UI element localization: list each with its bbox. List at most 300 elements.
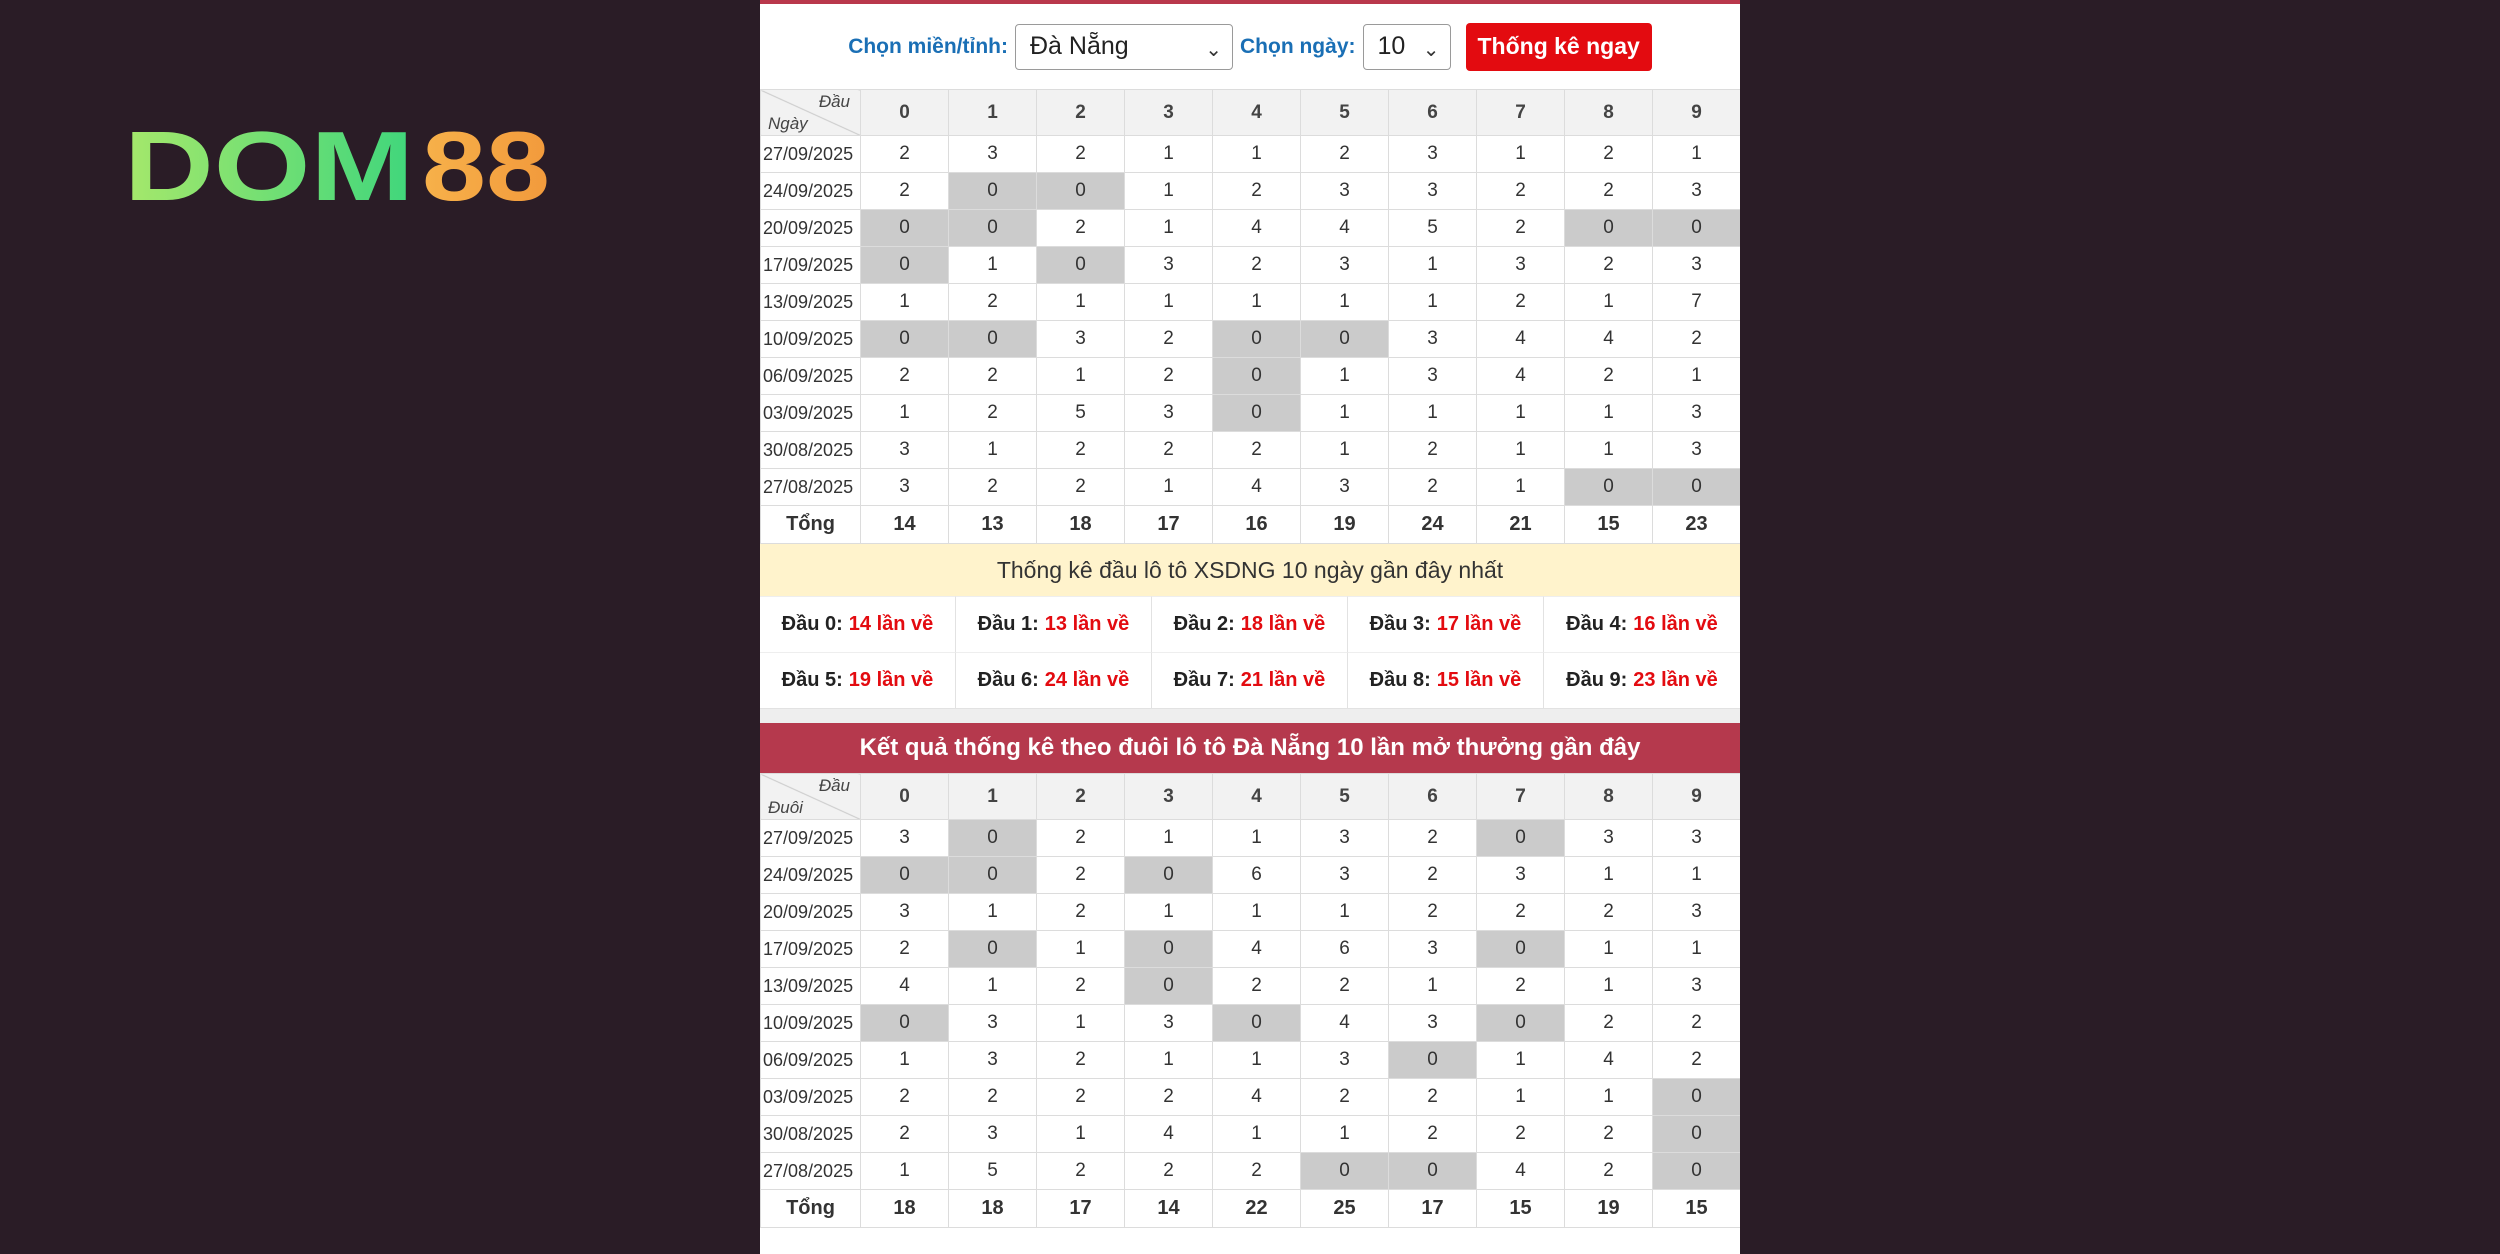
- column-header: 9: [1653, 774, 1741, 820]
- summary-item-value: 15 lần về: [1436, 669, 1522, 691]
- row-date: 10/09/2025: [761, 321, 861, 358]
- count-cell: 2: [1301, 968, 1389, 1005]
- total-cell: 25: [1301, 1190, 1389, 1228]
- count-cell: 3: [1301, 820, 1389, 857]
- count-cell: 1: [1301, 284, 1389, 321]
- count-cell: 1: [1565, 1079, 1653, 1116]
- count-cell: 2: [1565, 894, 1653, 931]
- count-cell: 3: [1389, 173, 1477, 210]
- column-header: 7: [1477, 90, 1565, 136]
- count-cell: 0: [1213, 321, 1301, 358]
- total-cell: 17: [1037, 1190, 1125, 1228]
- count-cell: 3: [1653, 432, 1741, 469]
- chevron-down-icon: ⌄: [1422, 38, 1440, 61]
- table-row: [761, 210, 1741, 247]
- filter-bar: [760, 4, 1740, 89]
- table-row: [761, 820, 1741, 857]
- summary-grid: [760, 596, 1740, 709]
- province-select-value: Đà Nẵng: [1030, 32, 1129, 60]
- count-cell: 2: [1037, 469, 1125, 506]
- total-cell: 13: [949, 506, 1037, 544]
- total-cell: 19: [1565, 1190, 1653, 1228]
- count-cell: 2: [1125, 1153, 1213, 1190]
- row-date: 03/09/2025: [761, 1079, 861, 1116]
- count-cell: 2: [1125, 1079, 1213, 1116]
- count-cell: 3: [1653, 395, 1741, 432]
- count-cell: 3: [861, 469, 949, 506]
- summary-item-head: Đầu 2:: [1173, 613, 1235, 635]
- count-cell: 0: [861, 321, 949, 358]
- count-cell: 1: [1477, 1079, 1565, 1116]
- table-corner-cell: [761, 90, 861, 136]
- count-cell: 1: [1037, 358, 1125, 395]
- count-cell: 3: [1301, 857, 1389, 894]
- logo-text-right: 88: [422, 122, 550, 206]
- count-cell: 1: [1037, 931, 1125, 968]
- count-cell: 1: [861, 395, 949, 432]
- count-cell: 2: [1213, 1153, 1301, 1190]
- total-row: [761, 506, 1741, 544]
- count-cell: 2: [861, 931, 949, 968]
- count-cell: 2: [1477, 968, 1565, 1005]
- count-cell: 1: [1125, 210, 1213, 247]
- row-date: 06/09/2025: [761, 1042, 861, 1079]
- count-cell: 1: [1565, 968, 1653, 1005]
- count-cell: 2: [1565, 1153, 1653, 1190]
- count-cell: 1: [1653, 931, 1741, 968]
- total-cell: 18: [1037, 506, 1125, 544]
- count-cell: 3: [1389, 1005, 1477, 1042]
- count-cell: 2: [949, 469, 1037, 506]
- summary-item: [1348, 596, 1544, 652]
- row-date: 24/09/2025: [761, 857, 861, 894]
- summary-item: [956, 652, 1152, 708]
- count-cell: 5: [1389, 210, 1477, 247]
- province-select[interactable]: [1015, 24, 1233, 70]
- summary-item-head: Đầu 0:: [781, 613, 843, 635]
- summary-item-value: 21 lần về: [1240, 669, 1326, 691]
- brand-logo-graphic: [124, 122, 564, 206]
- count-cell: 1: [1301, 1116, 1389, 1153]
- column-header: 7: [1477, 774, 1565, 820]
- count-cell: 2: [1389, 432, 1477, 469]
- count-cell: 0: [861, 1005, 949, 1042]
- count-cell: 0: [1477, 1005, 1565, 1042]
- column-header: 2: [1037, 774, 1125, 820]
- count-cell: 0: [861, 210, 949, 247]
- logo-text-left: DOM: [124, 122, 414, 206]
- count-cell: 0: [949, 820, 1037, 857]
- count-cell: 3: [1653, 968, 1741, 1005]
- total-cell: 17: [1125, 506, 1213, 544]
- count-cell: 6: [1301, 931, 1389, 968]
- total-cell: 22: [1213, 1190, 1301, 1228]
- count-cell: 3: [1389, 321, 1477, 358]
- count-cell: 1: [1125, 173, 1213, 210]
- corner-bottom-label: Ngày: [768, 114, 808, 133]
- total-label: Tổng: [761, 1190, 861, 1228]
- count-cell: 3: [1125, 395, 1213, 432]
- days-select-value: 10: [1377, 32, 1406, 60]
- count-cell: 0: [949, 210, 1037, 247]
- count-cell: 1: [1565, 284, 1653, 321]
- total-label: Tổng: [761, 506, 861, 544]
- total-row: [761, 1190, 1741, 1228]
- total-cell: 19: [1301, 506, 1389, 544]
- summary-item-value: 18 lần về: [1240, 613, 1326, 635]
- table-corner-cell: [761, 774, 861, 820]
- table-row: [761, 136, 1741, 173]
- count-cell: 2: [1125, 358, 1213, 395]
- count-cell: 1: [1565, 395, 1653, 432]
- row-date: 20/09/2025: [761, 210, 861, 247]
- count-cell: 2: [1301, 1079, 1389, 1116]
- count-cell: 2: [1477, 173, 1565, 210]
- count-cell: 1: [1477, 395, 1565, 432]
- count-cell: 3: [1301, 1042, 1389, 1079]
- count-cell: 0: [1653, 469, 1741, 506]
- count-cell: 3: [1653, 820, 1741, 857]
- count-cell: 2: [1389, 894, 1477, 931]
- total-cell: 15: [1565, 506, 1653, 544]
- count-cell: 3: [1389, 931, 1477, 968]
- count-cell: 0: [1389, 1153, 1477, 1190]
- column-header: 8: [1565, 90, 1653, 136]
- count-cell: 2: [1653, 321, 1741, 358]
- count-cell: 2: [1389, 857, 1477, 894]
- count-cell: 3: [949, 136, 1037, 173]
- count-cell: 1: [1653, 358, 1741, 395]
- table-header-row: [761, 90, 1741, 136]
- table-row: [761, 894, 1741, 931]
- total-cell: 24: [1389, 506, 1477, 544]
- count-cell: 3: [1389, 136, 1477, 173]
- column-header: 6: [1389, 90, 1477, 136]
- count-cell: 4: [1477, 1153, 1565, 1190]
- column-header: 9: [1653, 90, 1741, 136]
- count-cell: 2: [1037, 820, 1125, 857]
- table-row: [761, 432, 1741, 469]
- count-cell: 3: [1037, 321, 1125, 358]
- count-cell: 1: [949, 247, 1037, 284]
- count-cell: 1: [1477, 469, 1565, 506]
- count-cell: 1: [1565, 857, 1653, 894]
- total-cell: 14: [1125, 1190, 1213, 1228]
- count-cell: 0: [1653, 210, 1741, 247]
- count-cell: 1: [1653, 136, 1741, 173]
- count-cell: 5: [949, 1153, 1037, 1190]
- count-cell: 2: [1037, 894, 1125, 931]
- summary-item-head: Đầu 1:: [977, 613, 1039, 635]
- stats-panel: [760, 0, 1740, 1254]
- table-row: [761, 469, 1741, 506]
- table-row: [761, 1005, 1741, 1042]
- total-cell: 16: [1213, 506, 1301, 544]
- count-cell: 0: [1213, 358, 1301, 395]
- summary-title: Thống kê đầu lô tô XSDNG 10 ngày gần đây nhất: [760, 544, 1740, 596]
- total-cell: 15: [1477, 1190, 1565, 1228]
- count-cell: 4: [1213, 1079, 1301, 1116]
- count-cell: 2: [1125, 432, 1213, 469]
- count-cell: 2: [1037, 210, 1125, 247]
- row-date: 06/09/2025: [761, 358, 861, 395]
- row-date: 13/09/2025: [761, 284, 861, 321]
- brand-logo[interactable]: [124, 122, 564, 206]
- row-date: 24/09/2025: [761, 173, 861, 210]
- table-row: [761, 284, 1741, 321]
- count-cell: 1: [1037, 1116, 1125, 1153]
- count-cell: 0: [1477, 820, 1565, 857]
- count-cell: 2: [1477, 894, 1565, 931]
- count-cell: 1: [1125, 1042, 1213, 1079]
- summary-item-value: 23 lần về: [1633, 669, 1718, 691]
- table-row: [761, 1042, 1741, 1079]
- corner-bottom-label: Đuôi: [768, 798, 803, 817]
- count-cell: 0: [1213, 1005, 1301, 1042]
- count-cell: 4: [1565, 321, 1653, 358]
- count-cell: 1: [1037, 1005, 1125, 1042]
- count-cell: 3: [1565, 820, 1653, 857]
- count-cell: 3: [1653, 173, 1741, 210]
- count-cell: 1: [1301, 358, 1389, 395]
- count-cell: 6: [1213, 857, 1301, 894]
- row-date: 17/09/2025: [761, 247, 861, 284]
- column-header: 3: [1125, 90, 1213, 136]
- summary-item: [760, 652, 956, 708]
- count-cell: 4: [1301, 1005, 1389, 1042]
- count-cell: 0: [1125, 931, 1213, 968]
- count-cell: 0: [949, 321, 1037, 358]
- total-cell: 18: [861, 1190, 949, 1228]
- count-cell: 1: [1477, 432, 1565, 469]
- summary-item-head: Đầu 9:: [1566, 669, 1628, 691]
- head-stats-table: [760, 89, 1740, 544]
- count-cell: 1: [1125, 820, 1213, 857]
- summary-item: [1152, 652, 1348, 708]
- row-date: 13/09/2025: [761, 968, 861, 1005]
- summary-item-head: Đầu 5:: [781, 669, 843, 691]
- count-cell: 7: [1653, 284, 1741, 321]
- count-cell: 0: [1477, 931, 1565, 968]
- count-cell: 0: [949, 931, 1037, 968]
- column-header: 5: [1301, 774, 1389, 820]
- count-cell: 1: [1125, 469, 1213, 506]
- count-cell: 2: [949, 284, 1037, 321]
- column-header: 0: [861, 90, 949, 136]
- column-header: 0: [861, 774, 949, 820]
- count-cell: 4: [1565, 1042, 1653, 1079]
- count-cell: 2: [949, 1079, 1037, 1116]
- count-cell: 0: [1037, 173, 1125, 210]
- total-cell: 15: [1653, 1190, 1741, 1228]
- row-date: 20/09/2025: [761, 894, 861, 931]
- row-date: 27/09/2025: [761, 136, 861, 173]
- summary-item: [1152, 596, 1348, 652]
- count-cell: 0: [861, 857, 949, 894]
- count-cell: 0: [1653, 1079, 1741, 1116]
- count-cell: 1: [861, 1042, 949, 1079]
- count-cell: 2: [1037, 1153, 1125, 1190]
- count-cell: 0: [1037, 247, 1125, 284]
- count-cell: 0: [1565, 469, 1653, 506]
- count-cell: 2: [1565, 173, 1653, 210]
- summary-item: [956, 596, 1152, 652]
- count-cell: 3: [1653, 894, 1741, 931]
- row-date: 10/09/2025: [761, 1005, 861, 1042]
- count-cell: 2: [861, 136, 949, 173]
- chevron-down-icon: ⌄: [1205, 38, 1222, 61]
- count-cell: 3: [1477, 857, 1565, 894]
- summary-item-value: 24 lần về: [1044, 669, 1130, 691]
- count-cell: 1: [1301, 894, 1389, 931]
- count-cell: 2: [1213, 432, 1301, 469]
- summary-item: [1544, 596, 1740, 652]
- count-cell: 3: [1477, 247, 1565, 284]
- count-cell: 2: [1653, 1005, 1741, 1042]
- summary-item-head: Đầu 4:: [1566, 613, 1628, 635]
- table-row: [761, 968, 1741, 1005]
- count-cell: 2: [1565, 247, 1653, 284]
- total-cell: 21: [1477, 506, 1565, 544]
- province-label: Chọn miền/tỉnh:: [848, 34, 1008, 58]
- table-row: [761, 247, 1741, 284]
- count-cell: 1: [1213, 136, 1301, 173]
- count-cell: 0: [1653, 1153, 1741, 1190]
- count-cell: 3: [1125, 1005, 1213, 1042]
- summary-item-head: Đầu 6:: [977, 669, 1039, 691]
- table-row: [761, 931, 1741, 968]
- count-cell: 3: [1125, 247, 1213, 284]
- corner-top-label: Đầu: [818, 776, 850, 795]
- count-cell: 0: [1301, 1153, 1389, 1190]
- summary-item-value: 14 lần về: [848, 613, 934, 635]
- summary-item: [1348, 652, 1544, 708]
- count-cell: 2: [1389, 820, 1477, 857]
- column-header: 4: [1213, 90, 1301, 136]
- count-cell: 3: [1301, 469, 1389, 506]
- count-cell: 1: [1213, 1042, 1301, 1079]
- count-cell: 2: [861, 358, 949, 395]
- count-cell: 0: [861, 247, 949, 284]
- count-cell: 1: [1477, 1042, 1565, 1079]
- summary-item-value: 13 lần về: [1044, 613, 1130, 635]
- count-cell: 1: [1477, 136, 1565, 173]
- count-cell: 2: [861, 173, 949, 210]
- count-cell: 1: [1125, 136, 1213, 173]
- table-row: [761, 1079, 1741, 1116]
- count-cell: 0: [1213, 395, 1301, 432]
- count-cell: 4: [1301, 210, 1389, 247]
- table-row: [761, 1153, 1741, 1190]
- count-cell: 1: [1301, 432, 1389, 469]
- count-cell: 1: [949, 894, 1037, 931]
- column-header: 6: [1389, 774, 1477, 820]
- count-cell: 3: [1301, 173, 1389, 210]
- count-cell: 1: [861, 1153, 949, 1190]
- submit-stats-button[interactable]: Thống kê ngay: [1466, 23, 1652, 71]
- count-cell: 3: [861, 820, 949, 857]
- count-cell: 4: [1477, 321, 1565, 358]
- count-cell: 1: [1565, 432, 1653, 469]
- summary-item-value: 17 lần về: [1436, 613, 1522, 635]
- count-cell: 1: [1037, 284, 1125, 321]
- count-cell: 2: [1653, 1042, 1741, 1079]
- count-cell: 3: [1653, 247, 1741, 284]
- count-cell: 0: [949, 857, 1037, 894]
- count-cell: 0: [1125, 968, 1213, 1005]
- count-cell: 1: [1389, 395, 1477, 432]
- summary-item-head: Đầu 7:: [1173, 669, 1235, 691]
- count-cell: 2: [1389, 1079, 1477, 1116]
- count-cell: 1: [1565, 931, 1653, 968]
- count-cell: 2: [949, 395, 1037, 432]
- count-cell: 2: [1389, 469, 1477, 506]
- total-cell: 18: [949, 1190, 1037, 1228]
- count-cell: 2: [1477, 284, 1565, 321]
- count-cell: 1: [1213, 1116, 1301, 1153]
- table-header-row: [761, 774, 1741, 820]
- summary-item-head: Đầu 3:: [1369, 613, 1431, 635]
- count-cell: 0: [949, 173, 1037, 210]
- count-cell: 1: [949, 432, 1037, 469]
- count-cell: 0: [1301, 321, 1389, 358]
- days-label: Chọn ngày:: [1240, 34, 1356, 58]
- column-header: 3: [1125, 774, 1213, 820]
- count-cell: 2: [1037, 1079, 1125, 1116]
- count-cell: 2: [1037, 968, 1125, 1005]
- table-row: [761, 1116, 1741, 1153]
- section-divider: [760, 709, 1740, 723]
- count-cell: 2: [1565, 358, 1653, 395]
- total-cell: 17: [1389, 1190, 1477, 1228]
- count-cell: 1: [1125, 894, 1213, 931]
- corner-top-label: Đầu: [818, 92, 850, 111]
- column-header: 2: [1037, 90, 1125, 136]
- count-cell: 2: [1213, 247, 1301, 284]
- summary-item: [760, 596, 956, 652]
- count-cell: 4: [1213, 210, 1301, 247]
- summary-item-value: 19 lần về: [848, 669, 934, 691]
- count-cell: 0: [1653, 1116, 1741, 1153]
- count-cell: 4: [1477, 358, 1565, 395]
- summary-item: [1544, 652, 1740, 708]
- count-cell: 2: [949, 358, 1037, 395]
- column-header: 1: [949, 774, 1037, 820]
- count-cell: 2: [1389, 1116, 1477, 1153]
- column-header: 5: [1301, 90, 1389, 136]
- count-cell: 2: [1213, 968, 1301, 1005]
- count-cell: 2: [1037, 136, 1125, 173]
- table-row: [761, 358, 1741, 395]
- count-cell: 5: [1037, 395, 1125, 432]
- total-cell: 23: [1653, 506, 1741, 544]
- column-header: 8: [1565, 774, 1653, 820]
- days-select[interactable]: [1363, 24, 1451, 70]
- count-cell: 0: [1565, 210, 1653, 247]
- count-cell: 1: [1653, 857, 1741, 894]
- count-cell: 3: [949, 1116, 1037, 1153]
- count-cell: 3: [1301, 247, 1389, 284]
- tail-stats-table: [760, 773, 1740, 1228]
- table-row: [761, 321, 1741, 358]
- count-cell: 1: [949, 968, 1037, 1005]
- count-cell: 2: [1565, 1005, 1653, 1042]
- count-cell: 3: [1389, 358, 1477, 395]
- count-cell: 2: [1037, 432, 1125, 469]
- tail-stats-title: Kết quả thống kê theo đuôi lô tô Đà Nẵng 10 lần mở thưởng gần đây: [760, 723, 1740, 773]
- count-cell: 1: [861, 284, 949, 321]
- count-cell: 3: [949, 1042, 1037, 1079]
